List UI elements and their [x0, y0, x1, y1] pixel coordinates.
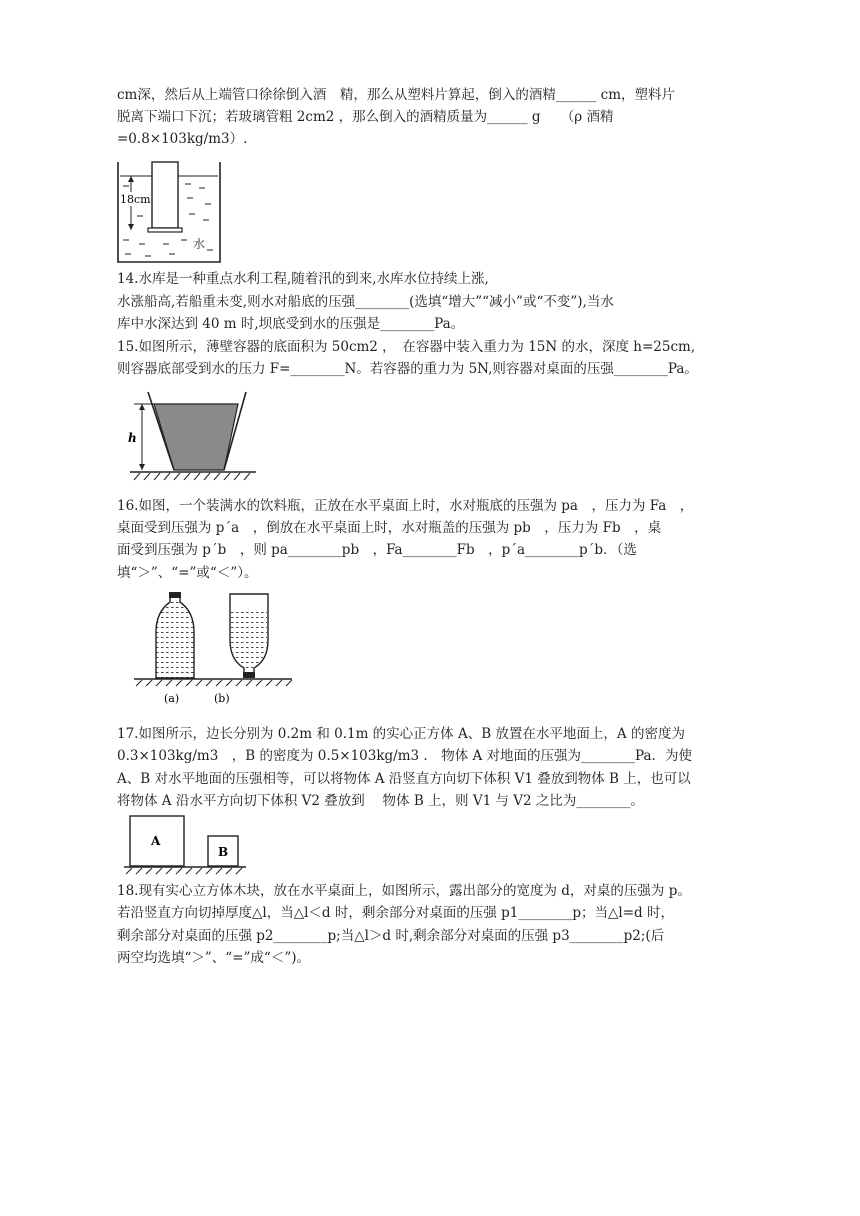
q13-tube-diagram — [115, 160, 225, 264]
q14-line-1: 14.水库是一种重点水利工程,随着汛的到来,水库水位持续上涨, — [117, 271, 489, 287]
q16-line-2: 桌面受到压强为 p´a ，倒放在水平桌面上时，水对瓶盖的压强为 pb ，压力为 Fb ，桌 — [117, 520, 662, 536]
q17-line-3: A、B 对水平地面的压强相等，可以将物体 A 沿竖直方向切下体积 V1 叠放到物体 B 上，也可以 — [117, 771, 691, 787]
q17-line-2: 0.3×103kg/m3 ，B 的密度为 0.5×103kg/m3 . 物体 A 对地面的压强为________Pa．为使 — [117, 748, 693, 764]
q15-h-label: h — [128, 431, 137, 445]
bottle-cap-b — [243, 672, 255, 678]
q17-cubes-diagram — [122, 812, 248, 876]
q17-label-a: A — [151, 834, 161, 848]
bottle-upright — [156, 595, 194, 678]
q18-line-1: 18.现有实心立方体木块，放在水平桌面上，如图所示，露出部分的宽度为 d，对桌的压强为 p。 — [117, 883, 691, 899]
q14-line-3: 库中水深达到 40 m 时,坝底受到水的压强是________Pa。 — [117, 316, 465, 332]
q16-label-a: (a) — [164, 692, 180, 705]
q13-line-2: 脱离下端口下沉；若玻璃管粗 2cm2 ，那么倒入的酒精质量为______ g （ρ 酒精 — [117, 109, 614, 125]
q17-label-b: B — [218, 845, 229, 859]
q13-line-3: =0.8×103kg/m3）. — [117, 131, 248, 147]
bottle-cap-a — [169, 592, 181, 598]
q13-depth-label: 18cm — [120, 193, 151, 206]
q15-line-1: 15.如图所示，薄壁容器的底面积为 50cm2 ， 在容器中装入重力为 15N 的水，深度 h=25cm, — [117, 339, 696, 355]
q15-container-diagram — [120, 388, 260, 482]
q14-line-2: 水涨船高,若船重未变,则水对船底的压强________(选填“增大”“减小”或“不变”),当水 — [117, 294, 614, 310]
q16-bottle-diagram — [130, 590, 295, 708]
q18-line-3: 剩余部分对桌面的压强 p2________p;当△l＞d 时,剩余部分对桌面的压强 p3________p2;(后 — [117, 928, 665, 944]
q16-label-b: (b) — [214, 692, 230, 705]
q17-line-1: 17.如图所示，边长分别为 0.2m 和 0.1m 的实心正方体 A、B 放置在水平地面上，A 的密度为 — [117, 726, 685, 742]
q13-water-label: 水 — [193, 237, 206, 251]
q15-line-2: 则容器底部受到水的压力 F=________N。若容器的重力为 5N,则容器对桌面的压强________Pa。 — [117, 361, 698, 377]
q13-line-1: cm深，然后从上端管口徐徐倒入酒 精，那么从塑料片算起，倒入的酒精______ cm，塑料片 — [117, 87, 676, 103]
q17-line-4: 将物体 A 沿水平方向切下体积 V2 叠放到 物体 B 上，则 V1 与 V2 之比为________。 — [117, 793, 644, 809]
q16-line-3: 面受到压强为 p´b ，则 pa________pb ，Fa________Fb ，p´a________p´b．（选 — [117, 542, 637, 558]
q18-line-4: 两空均选填“＞”、“=”成“＜”)。 — [117, 950, 310, 966]
q16-line-4: 填“＞”、“=”或“＜”）。 — [117, 565, 258, 581]
q18-line-2: 若沿竖直方向切掉厚度△l，当△l＜d 时，剩余部分对桌面的压强 p1________p；当△l=d 时， — [117, 905, 674, 921]
q16-line-1: 16.如图，一个装满水的饮料瓶，正放在水平桌面上时，水对瓶底的压强为 pa ，压力为 Fa ， — [117, 498, 694, 514]
